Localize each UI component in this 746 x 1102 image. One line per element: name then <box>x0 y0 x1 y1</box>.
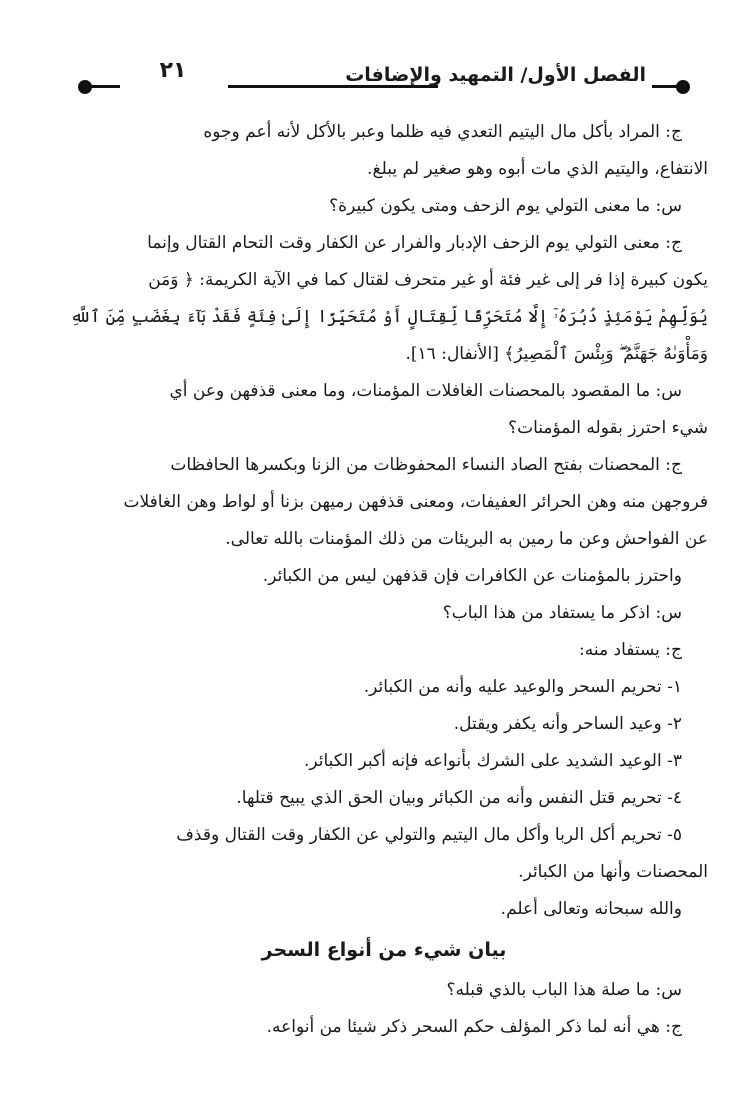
question-line: س: ما المقصود بالمحصنات الغافلات المؤمنات، وما معنى قذفهن وعن أي <box>169 381 682 401</box>
closing-line: والله سبحانه وتعالى أعلم. <box>500 899 682 919</box>
list-item: ١- تحريم السحر والوعيد عليه وأنه من الكبائر. <box>363 677 682 697</box>
answer-line: الانتفاع، واليتيم الذي مات أبوه وهو صغير لم يبلغ. <box>367 159 708 179</box>
question-line: شيء احترز بقوله المؤمنات؟ <box>508 418 708 438</box>
answer-line: ج: المراد بأكل مال اليتيم التعدي فيه ظلما وعبر بالأكل لأنه أعم وجوه <box>203 122 682 142</box>
answer-line: ج: معنى التولي يوم الزحف الإدبار والفرار عن الكفار وقت التحام القتال وإنما <box>147 233 682 253</box>
answer-line: ج: المحصنات بفتح الصاد النساء المحفوظات من الزنا وبكسرها الحافظات <box>170 455 682 475</box>
header-rule-right <box>652 85 678 88</box>
quran-verse-line: يُوَلِّهِمْ يَوْمَئِذٍ دُبُرَهُۥٓ إِلَّا مُتَحَرِّفًا لِّقِتَالٍ أَوْ مُتَحَيِّزًا إِلَىٰ فِئَةٍ فَقَدْ بَآءَ بِغَضَبٍ مِّنَ ٱللَّهِ <box>70 307 708 327</box>
question-line: س: ما صلة هذا الباب بالذي قبله؟ <box>446 980 682 1000</box>
list-item: ٢- وعيد الساحر وأنه يكفر ويقتل. <box>453 714 682 734</box>
answer-line: واحترز بالمؤمنات عن الكافرات فإن قذفهن ليس من الكبائر. <box>262 566 682 586</box>
page-header <box>78 58 690 98</box>
page-number: ٢١ <box>159 58 187 83</box>
answer-line: يكون كبيرة إذا فر إلى غير فئة أو غير متحرف لقتال كما في الآية الكريمة: ﴿ وَمَن <box>148 270 708 290</box>
answer-line: عن الفواحش وعن ما رمين به البريئات من ذلك المؤمنات بالله تعالى. <box>225 529 708 549</box>
answer-line: ج: يستفاد منه: <box>579 640 682 660</box>
list-item: ٣- الوعيد الشديد على الشرك بأنواعه فإنه أكبر الكبائر. <box>303 751 682 771</box>
page-body <box>60 114 708 1046</box>
header-rule-left <box>90 85 120 88</box>
section-heading: بيان شيء من أنواع السحر <box>261 939 507 961</box>
list-item-continuation: المحصنات وأنها من الكبائر. <box>518 862 708 882</box>
quran-verse-line: وَمَأْوَىٰهُ جَهَنَّمُ ۖ وَبِئْسَ ٱلْمَصِيرُ﴾ [الأنفال: ١٦]. <box>405 344 708 364</box>
question-line: س: اذكر ما يستفاد من هذا الباب؟ <box>442 603 682 623</box>
answer-line: فروجهن منه وهن الحرائر العفيفات، ومعنى قذفهن رميهن بزنا أو لواط وهن الغافلات <box>123 492 708 512</box>
header-right-dot <box>676 80 690 94</box>
question-line: س: ما معنى التولي يوم الزحف ومتى يكون كبيرة؟ <box>329 196 682 216</box>
answer-line: ج: هي أنه لما ذكر المؤلف حكم السحر ذكر شيئا من أنواعه. <box>266 1017 682 1037</box>
list-item: ٥- تحريم أكل الربا وأكل مال اليتيم والتولي عن الكفار وقت القتال وقذف <box>176 825 682 845</box>
list-item: ٤- تحريم قتل النفس وأنه من الكبائر وبيان الحق الذي يبيح قتلها. <box>236 788 682 808</box>
chapter-title: الفصل الأول/ التمهيد والإضافات <box>345 64 646 86</box>
